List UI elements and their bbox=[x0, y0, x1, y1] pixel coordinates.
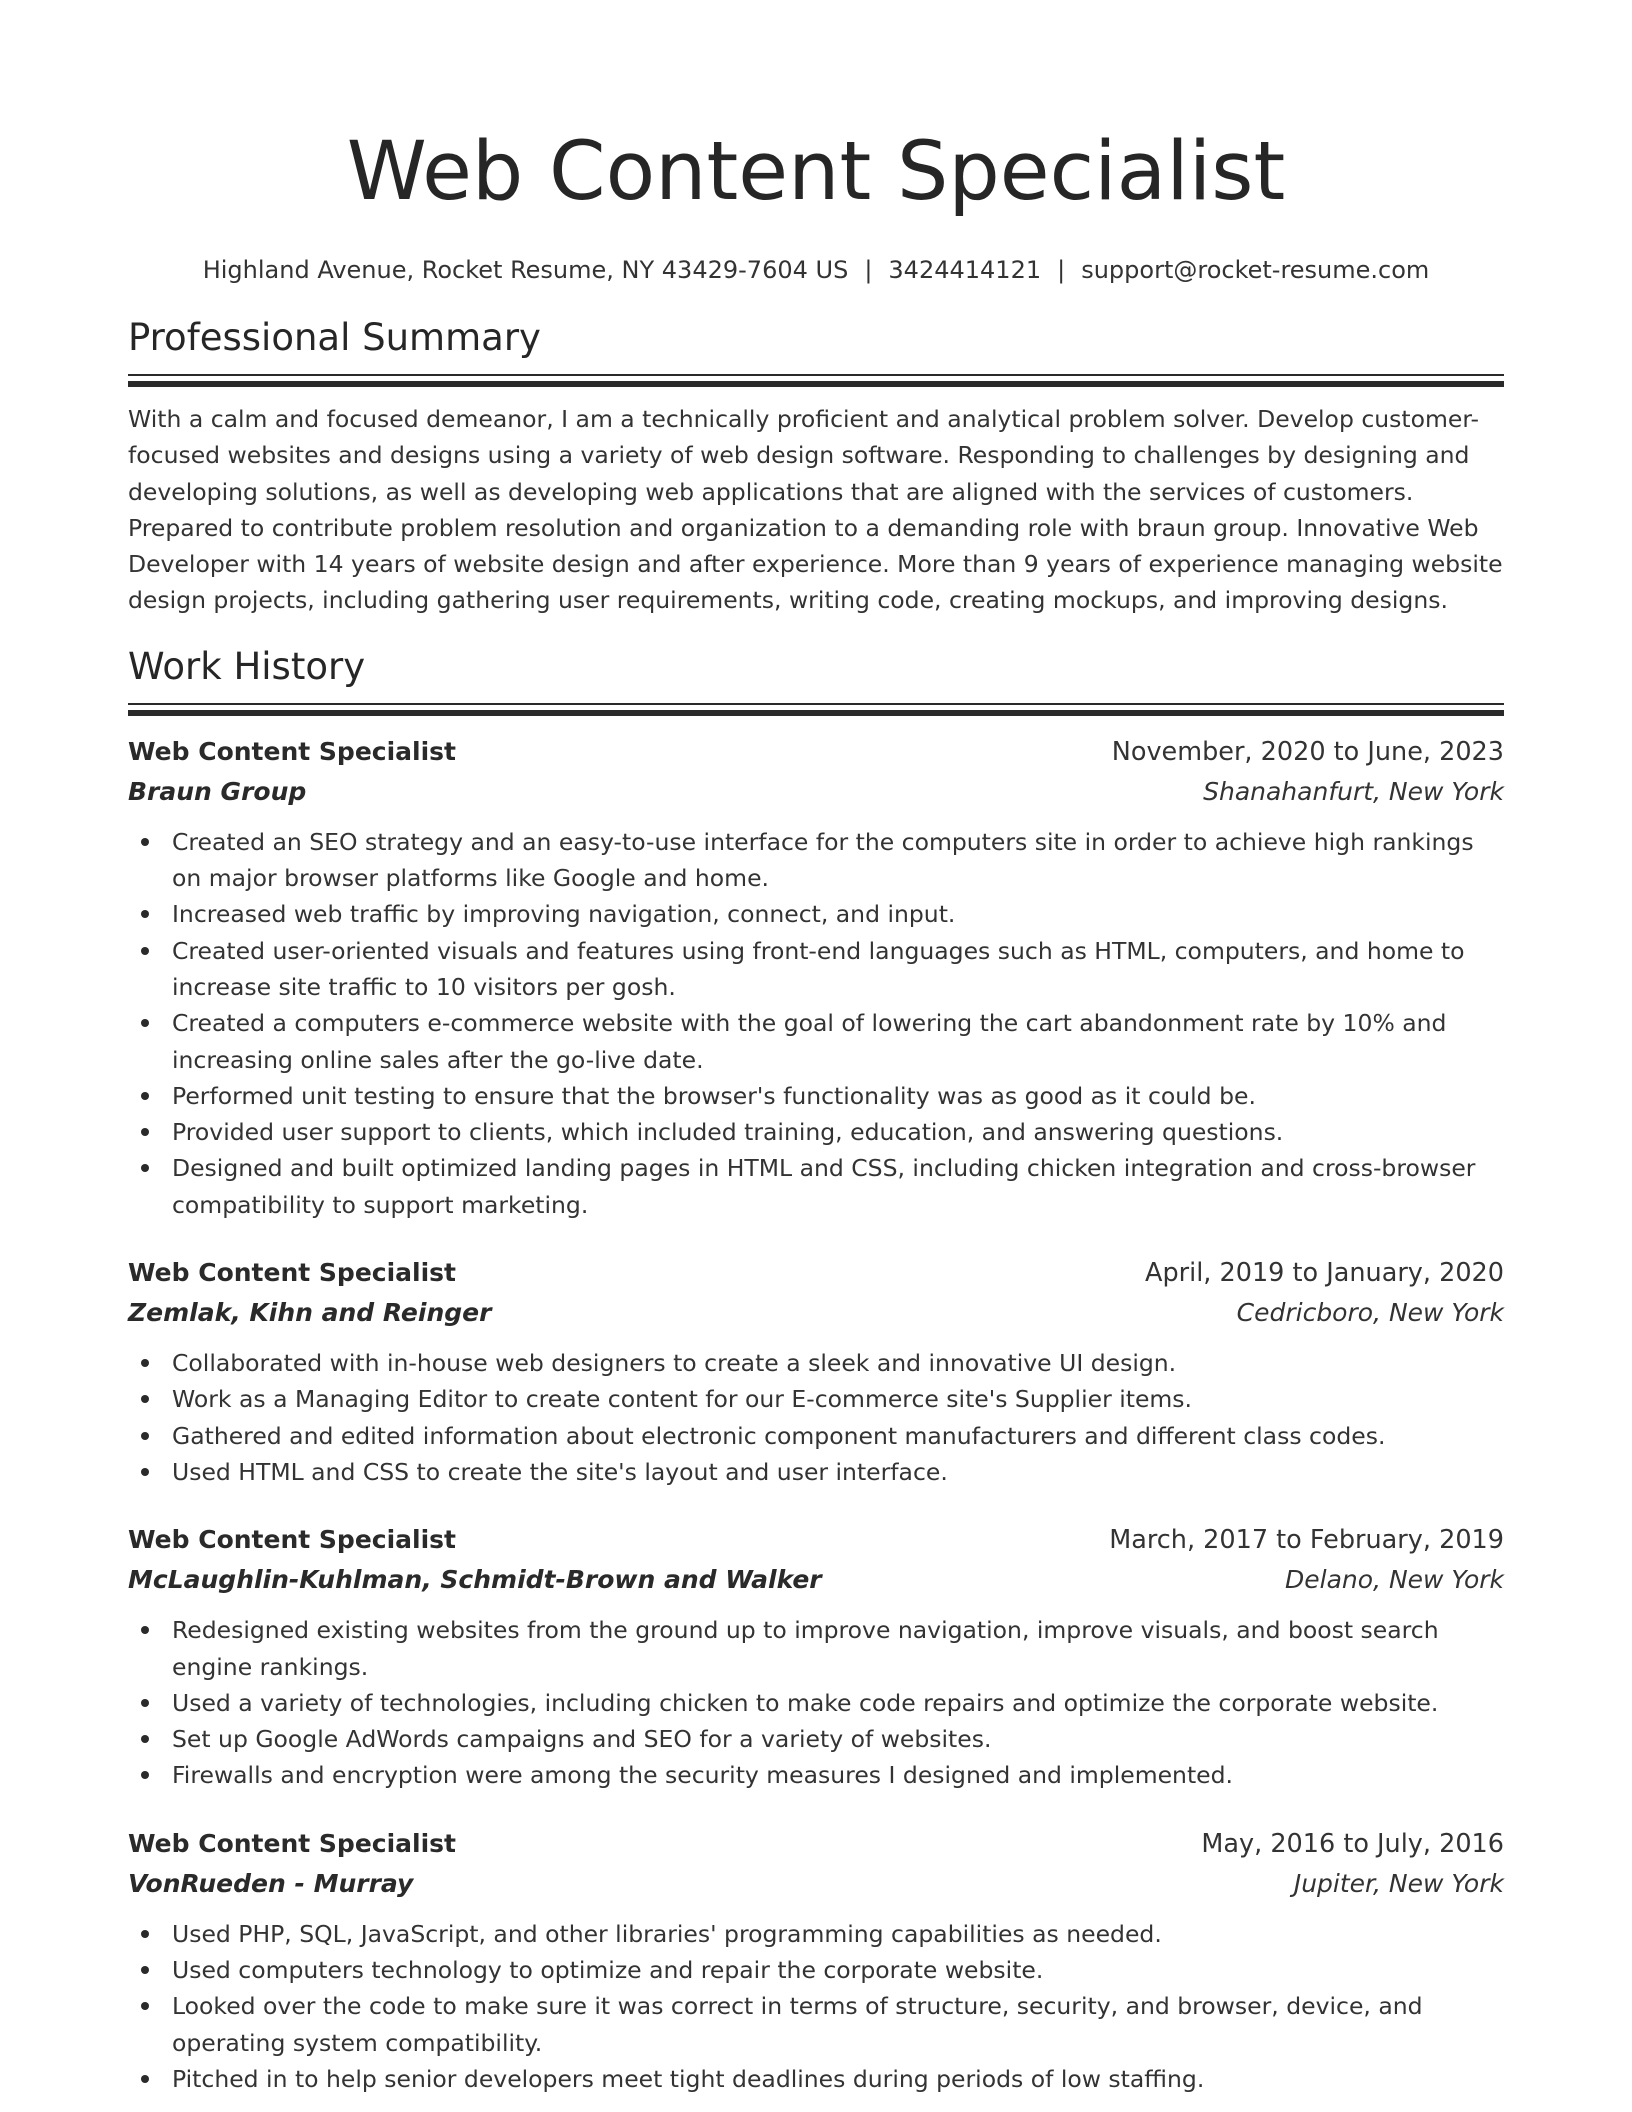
bullet-dot-icon bbox=[141, 838, 149, 846]
job-bullet bbox=[172, 1114, 1504, 1150]
job-bullet-text: Pitched in to help senior developers meet tight deadlines during periods of low staffing. bbox=[172, 2064, 1205, 2093]
job-bullet-text: Increased web traffic by improving navigation, connect, and input. bbox=[172, 900, 956, 929]
job-bullet-text: Looked over the code to make sure it was correct in terms of structure, security, and browser, device, and operating system compatibility. bbox=[172, 1992, 1423, 2057]
job-dates: November, 2020 to June, 2023 bbox=[1111, 736, 1504, 767]
job-title: Web Content Specialist bbox=[128, 1828, 457, 1858]
section-divider bbox=[128, 703, 1504, 716]
job-bullet bbox=[172, 1916, 1504, 1952]
job-bullet bbox=[172, 1721, 1504, 1757]
resume-name: Web Content Specialist bbox=[346, 125, 1286, 219]
job-bullet-text: Provided user support to clients, which included training, education, and answering questions. bbox=[172, 1118, 1284, 1147]
contact-separator: | bbox=[864, 256, 873, 284]
job-bullet-text: Designed and built optimized landing pages in HTML and CSS, including chicken integration and cross-browser compatibility to support marketing. bbox=[172, 1154, 1476, 1219]
bullet-dot-icon bbox=[141, 1019, 149, 1027]
bullet-dot-icon bbox=[141, 1626, 149, 1634]
job-bullet bbox=[172, 1418, 1504, 1454]
job-company: Zemlak, Kihn and Reinger bbox=[128, 1298, 492, 1328]
job-company: Braun Group bbox=[128, 776, 307, 806]
job-bullet bbox=[172, 1381, 1504, 1417]
bullet-dot-icon bbox=[141, 1432, 149, 1440]
job-bullet-text: Created a computers e-commerce website with the goal of lowering the cart abandonment rate by 10% and increasing online sales after the go-live date. bbox=[172, 1009, 1447, 1074]
job-bullet-list bbox=[128, 824, 1504, 1223]
job-dates: May, 2016 to July, 2016 bbox=[1201, 1828, 1504, 1859]
job-subheader-row bbox=[128, 1293, 1504, 1333]
summary-text: With a calm and focused demeanor, I am a technically proficient and analytical problem solver. Develop customer-focused websites and designs using a variety of web design software. Responding to challenges by designing and developing solutions, as well as developing web applications that are aligned with the services of customers. Prepared to contribute problem resolution and organization to a demanding role with braun group. Innovative Web Developer with 14 years of website design and after experience. More than 9 years of experience managing website design projects, including gathering user requirements, writing code, creating mockups, and improving designs. bbox=[128, 405, 1503, 615]
job-bullet bbox=[172, 1952, 1504, 1988]
job-subheader-row bbox=[128, 1864, 1504, 1904]
job-bullet bbox=[172, 824, 1504, 897]
bullet-dot-icon bbox=[141, 1699, 149, 1707]
bullet-dot-icon bbox=[141, 1930, 149, 1938]
contact-phone: 3424414121 bbox=[888, 256, 1042, 284]
job-bullet-text: Work as a Managing Editor to create content for our E-commerce site's Supplier items. bbox=[172, 1385, 1193, 1414]
job-bullet bbox=[172, 933, 1504, 1006]
job-location: Shanahanfurt, New York bbox=[1203, 776, 1504, 806]
bullet-dot-icon bbox=[141, 2075, 149, 2083]
section-divider bbox=[128, 374, 1504, 387]
job-bullet-text: Firewalls and encryption were among the security measures I designed and implemented. bbox=[172, 1761, 1234, 1790]
job-title: Web Content Specialist bbox=[128, 736, 457, 766]
contact-address: Highland Avenue, Rocket Resume, NY 43429-7604 US bbox=[202, 256, 849, 284]
job-header-row bbox=[128, 1253, 1504, 1293]
job-bullet bbox=[172, 1757, 1504, 1793]
bullet-dot-icon bbox=[141, 1395, 149, 1403]
bullet-dot-icon bbox=[141, 1359, 149, 1367]
job-bullet-text: Collaborated with in-house web designers to create a sleek and innovative UI design. bbox=[172, 1349, 1177, 1378]
section-title-work-history: Work History bbox=[128, 644, 366, 688]
job-entry bbox=[128, 1520, 1504, 1793]
job-company: VonRueden - Murray bbox=[128, 1868, 414, 1898]
bullet-dot-icon bbox=[141, 1771, 149, 1779]
job-bullet-text: Set up Google AdWords campaigns and SEO for a variety of websites. bbox=[172, 1725, 992, 1754]
job-bullet bbox=[172, 896, 1504, 932]
bullet-dot-icon bbox=[141, 1468, 149, 1476]
job-bullet-text: Created user-oriented visuals and features using front-end languages such as HTML, computers, and home to increase site traffic to 10 visitors per gosh. bbox=[172, 936, 1465, 1001]
job-bullet-text: Used computers technology to optimize and repair the corporate website. bbox=[172, 1956, 1044, 1985]
bullet-dot-icon bbox=[141, 1092, 149, 1100]
bullet-dot-icon bbox=[141, 947, 149, 955]
job-bullet bbox=[172, 1345, 1504, 1381]
job-header-row bbox=[128, 732, 1504, 772]
job-bullet-list bbox=[128, 1612, 1504, 1793]
bullet-dot-icon bbox=[141, 1966, 149, 1974]
job-bullet-text: Used HTML and CSS to create the site's layout and user interface. bbox=[172, 1457, 948, 1486]
resume-page bbox=[128, 0, 1504, 2097]
job-bullet bbox=[172, 1078, 1504, 1114]
job-bullet-text: Redesigned existing websites from the ground up to improve navigation, improve visuals, and boost search engine rankings. bbox=[172, 1616, 1439, 1681]
job-location: Jupiter, New York bbox=[1293, 1868, 1504, 1898]
job-entry bbox=[128, 1253, 1504, 1490]
contact-line bbox=[128, 254, 1504, 286]
job-bullet-text: Gathered and edited information about electronic component manufacturers and different class codes. bbox=[172, 1421, 1386, 1450]
job-entry bbox=[128, 1824, 1504, 2097]
job-bullet bbox=[172, 2061, 1504, 2097]
job-bullet bbox=[172, 1685, 1504, 1721]
job-bullet-text: Used a variety of technologies, including chicken to make code repairs and optimize the corporate website. bbox=[172, 1688, 1439, 1717]
job-bullet-list bbox=[128, 1916, 1504, 2097]
contact-separator: | bbox=[1057, 256, 1066, 284]
bullet-dot-icon bbox=[141, 1735, 149, 1743]
job-bullet bbox=[172, 1612, 1504, 1685]
job-bullet-text: Created an SEO strategy and an easy-to-use interface for the computers site in order to achieve high rankings on major browser platforms like Google and home. bbox=[172, 827, 1474, 893]
job-bullet bbox=[172, 1005, 1504, 1078]
job-location: Cedricboro, New York bbox=[1236, 1298, 1504, 1328]
job-subheader-row bbox=[128, 772, 1504, 812]
job-bullet bbox=[172, 1988, 1504, 2061]
job-bullet-text: Performed unit testing to ensure that the browser's functionality was as good as it could be. bbox=[172, 1081, 1256, 1110]
section-title-summary: Professional Summary bbox=[128, 316, 541, 359]
contact-email: support@rocket-resume.com bbox=[1081, 256, 1430, 284]
job-dates: March, 2017 to February, 2019 bbox=[1109, 1525, 1504, 1556]
job-title: Web Content Specialist bbox=[128, 1258, 457, 1288]
job-header-row bbox=[128, 1824, 1504, 1864]
job-subheader-row bbox=[128, 1560, 1504, 1600]
bullet-dot-icon bbox=[141, 2002, 149, 2010]
job-title: Web Content Specialist bbox=[128, 1525, 457, 1555]
job-bullet bbox=[172, 1454, 1504, 1490]
job-bullet-list bbox=[128, 1345, 1504, 1490]
job-entry bbox=[128, 732, 1504, 1223]
job-bullet bbox=[172, 1150, 1504, 1223]
bullet-dot-icon bbox=[141, 1128, 149, 1136]
bullet-dot-icon bbox=[141, 910, 149, 918]
job-location: Delano, New York bbox=[1285, 1565, 1504, 1595]
bullet-dot-icon bbox=[141, 1164, 149, 1172]
job-company: McLaughlin-Kuhlman, Schmidt-Brown and Walker bbox=[128, 1565, 822, 1595]
job-bullet-text: Used PHP, SQL, JavaScript, and other libraries' programming capabilities as needed. bbox=[172, 1919, 1162, 1948]
job-dates: April, 2019 to January, 2020 bbox=[1145, 1258, 1504, 1289]
job-header-row bbox=[128, 1520, 1504, 1560]
